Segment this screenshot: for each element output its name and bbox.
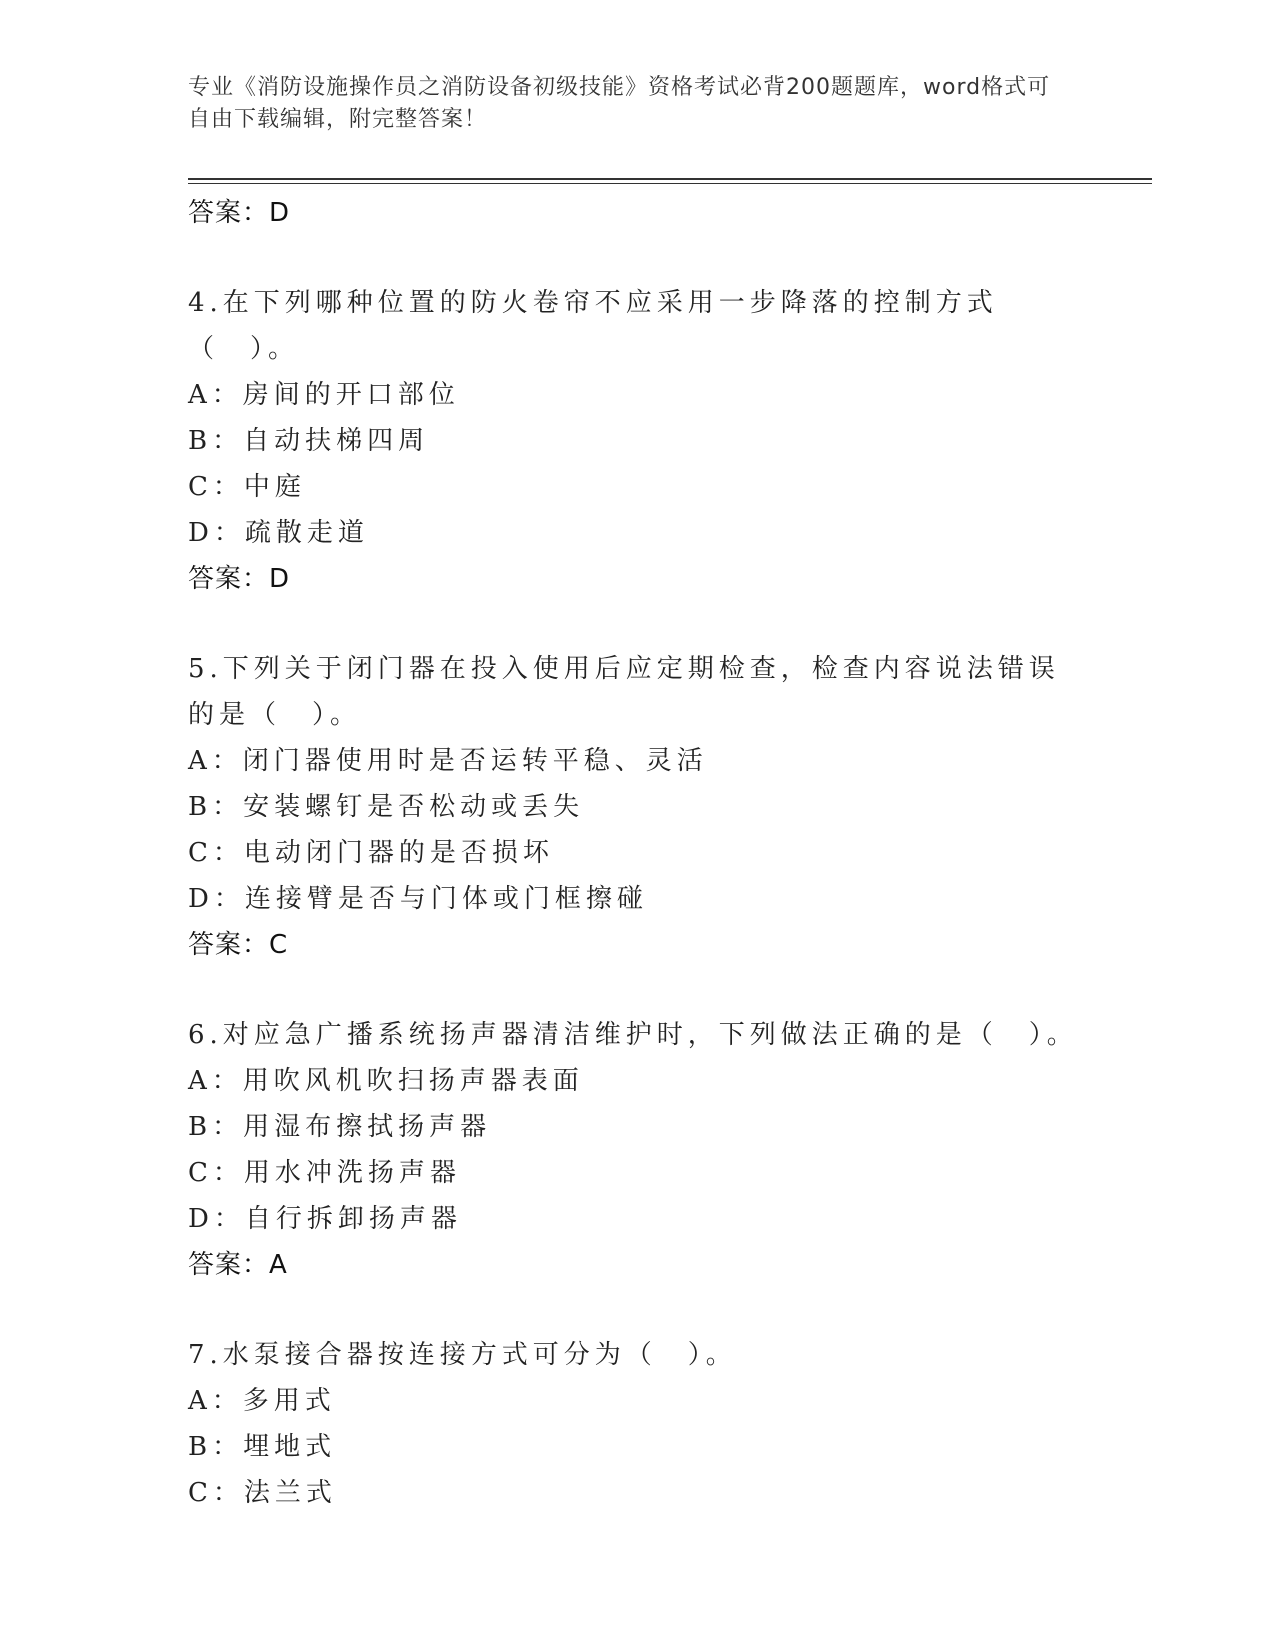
option-b: B：用湿布擦拭扬声器	[188, 1112, 492, 1142]
question-block-6	[188, 1012, 1088, 1288]
question-text: 6.对应急广播系统扬声器清洁维护时，下列做法正确的是（ ）。	[188, 1020, 1078, 1050]
option-c: C：电动闭门器的是否损坏	[188, 838, 554, 868]
answer-line: 答案：C	[188, 930, 289, 960]
option-a: A：用吹风机吹扫扬声器表面	[188, 1066, 584, 1096]
answer-line: 答案：D	[188, 564, 291, 594]
answer-line: 答案：A	[188, 1250, 288, 1280]
option-b: B：埋地式	[188, 1432, 337, 1462]
header-divider-thin	[188, 183, 1152, 184]
question-text: 7.水泵接合器按连接方式可分为（ ）。	[188, 1340, 737, 1370]
option-c: C：法兰式	[188, 1478, 337, 1508]
option-c: C：用水冲洗扬声器	[188, 1158, 461, 1188]
question-text: 4.在下列哪种位置的防火卷帘不应采用一步降落的控制方式（ ）。	[188, 288, 998, 364]
question-block-5	[188, 646, 1088, 968]
question-block-7	[188, 1332, 1088, 1516]
answer-line: 答案：D	[188, 198, 291, 228]
option-b: B：自动扶梯四周	[188, 426, 430, 456]
option-d: D：连接臂是否与门体或门框擦碰	[188, 884, 648, 914]
option-d: D：疏散走道	[188, 518, 369, 548]
spacer	[188, 968, 1088, 1012]
spacer	[188, 602, 1088, 646]
header-divider-thick	[188, 178, 1152, 180]
option-b: B：安装螺钉是否松动或丢失	[188, 792, 585, 822]
option-a: A：多用式	[188, 1386, 336, 1416]
question-text: 5.下列关于闭门器在投入使用后应定期检查，检查内容说法错误的是（ ）。	[188, 654, 1060, 730]
option-d: D：自行拆卸扬声器	[188, 1204, 462, 1234]
question-list	[188, 190, 1088, 1516]
option-a: A：闭门器使用时是否运转平稳、灵活	[188, 746, 708, 776]
document-header: 专业《消防设施操作员之消防设备初级技能》资格考试必背200题题库，word格式可自由下载编辑，附完整答案！	[188, 75, 1051, 132]
option-c: C：中庭	[188, 472, 306, 502]
option-a: A：房间的开口部位	[188, 380, 460, 410]
question-block-4	[188, 280, 1088, 602]
spacer	[188, 236, 1088, 280]
spacer	[188, 1288, 1088, 1332]
